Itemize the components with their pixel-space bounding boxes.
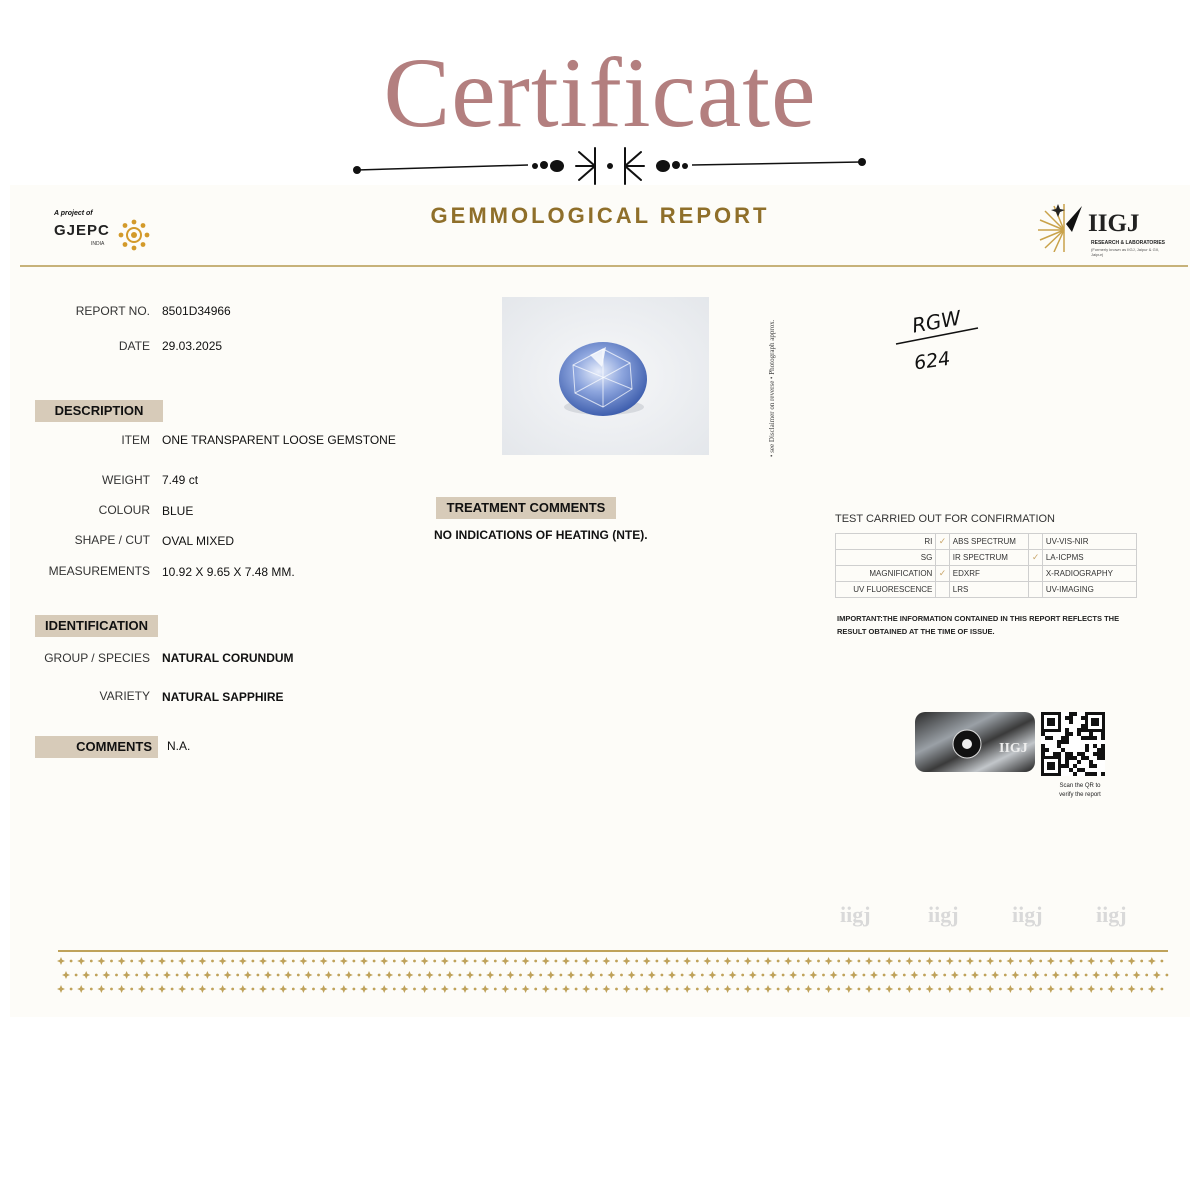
test-row <box>836 582 1137 598</box>
decorative-dot-border <box>55 955 1170 997</box>
date-label: DATE <box>118 339 150 353</box>
group-label: GROUP / SPECIES <box>44 651 150 665</box>
gjepc-name: GJEPC <box>54 222 110 239</box>
check-icon: ✓ <box>936 534 949 550</box>
check-icon <box>936 582 949 598</box>
iigj-star-icon <box>1036 202 1086 252</box>
iigj-name: IIGJ <box>1088 210 1140 237</box>
test-b: LRS <box>949 582 1029 598</box>
handwritten-note <box>890 300 1000 380</box>
test-c: UV-IMAGING <box>1042 582 1136 598</box>
watermark-1: iigj <box>840 902 871 927</box>
check-icon <box>1029 534 1042 550</box>
gemstone-photo <box>502 297 709 455</box>
iigj-subtitle: RESEARCH & LABORATORIES <box>1091 240 1165 246</box>
report-number: 8501D34966 <box>162 304 231 318</box>
treatment-heading: TREATMENT COMMENTS <box>436 497 616 519</box>
watermarks <box>840 902 1175 942</box>
test-c: UV-VIS-NIR <box>1042 534 1136 550</box>
check-icon <box>936 550 949 566</box>
test-b: IR SPECTRUM <box>949 550 1029 566</box>
description-heading: DESCRIPTION <box>35 400 163 422</box>
report-date: 29.03.2025 <box>162 339 223 353</box>
test-title: TEST CARRIED OUT FOR CONFIRMATION <box>835 513 1056 525</box>
bottom-divider <box>58 950 1168 952</box>
report-number-label: REPORT NO. <box>75 304 150 318</box>
weight-label: WEIGHT <box>102 473 150 487</box>
important-text: THE INFORMATION CONTAINED IN THIS REPORT REFLECTS THE RESULT OBTAINED AT THE TIME OF ISSUE. <box>837 614 1120 636</box>
shape-label: SHAPE / CUT <box>74 533 150 547</box>
iigj-logo <box>1036 200 1166 258</box>
handwritten-line-2: 624 <box>912 347 952 375</box>
handwritten-line-1: RGW <box>910 305 963 338</box>
watermark-2: iigj <box>928 902 959 927</box>
comments-value: N.A. <box>167 739 191 753</box>
certificate-title: Certificate <box>383 37 817 148</box>
test-row <box>836 566 1137 582</box>
title-ornament <box>350 142 870 186</box>
qr-note-line-1: Scan the QR to <box>1059 783 1101 789</box>
security-hologram <box>915 712 1035 772</box>
treatment-text: NO INDICATIONS OF HEATING (NTE). <box>434 528 648 542</box>
qr-note-line-2: verify the report <box>1059 792 1101 798</box>
comments-heading: COMMENTS <box>35 736 158 758</box>
header-divider <box>20 265 1188 267</box>
colour-value: BLUE <box>162 504 194 518</box>
weight-value: 7.49 ct <box>162 473 199 487</box>
measurements-value: 10.92 X 9.65 X 7.48 MM. <box>162 565 295 579</box>
test-a: UV FLUORESCENCE <box>836 582 936 598</box>
gjepc-country: INDIA <box>91 241 105 247</box>
important-note <box>837 612 1137 638</box>
important-label: IMPORTANT: <box>837 614 883 623</box>
test-c: LA-ICPMS <box>1042 550 1136 566</box>
variety-value: NATURAL SAPPHIRE <box>162 690 284 704</box>
test-a: MAGNIFICATION <box>836 566 936 582</box>
test-a: RI <box>836 534 936 550</box>
measurements-label: MEASUREMENTS <box>48 564 150 578</box>
iigj-note: (Formerly known as IIGJ, Jaipur & GII, Jaipur) <box>1091 247 1160 257</box>
identification-heading: IDENTIFICATION <box>35 615 158 637</box>
check-icon <box>1029 566 1042 582</box>
item-label: ITEM <box>121 433 150 447</box>
test-table <box>835 533 1137 598</box>
test-row <box>836 534 1137 550</box>
item-value: ONE TRANSPARENT LOOSE GEMSTONE <box>162 433 396 447</box>
check-icon: ✓ <box>936 566 949 582</box>
hologram-iigj: IIGJ <box>999 741 1028 756</box>
qr-code[interactable] <box>1041 712 1105 776</box>
shape-value: OVAL MIXED <box>162 534 235 548</box>
test-b: ABS SPECTRUM <box>949 534 1029 550</box>
group-value: NATURAL CORUNDUM <box>162 651 294 665</box>
watermark-4: iigj <box>1096 902 1127 927</box>
check-icon: ✓ <box>1029 550 1042 566</box>
photo-disclaimer-text: • see Disclaimer on reverse • Photograph approx. <box>768 319 776 457</box>
variety-label: VARIETY <box>99 689 150 703</box>
test-a: SG <box>836 550 936 566</box>
gjepc-tagline: A project of <box>54 210 93 217</box>
report-header: GEMMOLOGICAL REPORT <box>430 203 770 228</box>
photo-disclaimer <box>757 297 776 457</box>
test-c: X-RADIOGRAPHY <box>1042 566 1136 582</box>
qr-note <box>1050 782 1110 800</box>
check-icon <box>1029 582 1042 598</box>
test-row <box>836 550 1137 566</box>
colour-label: COLOUR <box>98 503 150 517</box>
test-b: EDXRF <box>949 566 1029 582</box>
watermark-3: iigj <box>1012 902 1043 927</box>
